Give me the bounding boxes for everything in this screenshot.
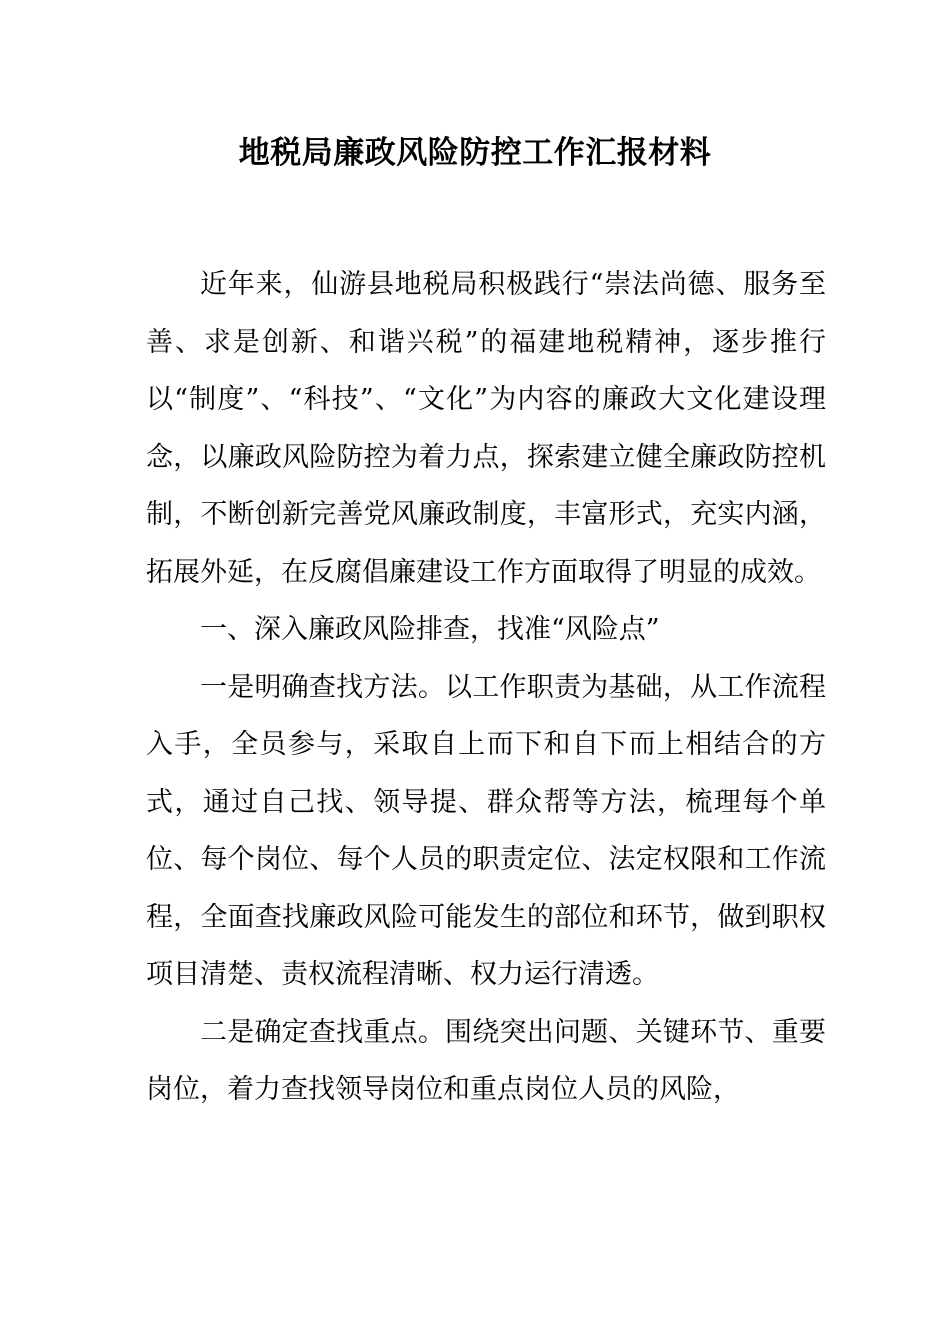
document-title: 地税局廉政风险防控工作汇报材料	[238, 135, 712, 171]
document-body	[146, 256, 826, 1119]
paragraph-focus: 二是确定查找重点。围绕突出问题、关键环节、重要岗位，着力查找领导岗位和重点岗位人员的风险，	[146, 1016, 826, 1105]
paragraph-intro: 近年来，仙游县地税局积极践行“崇法尚德、服务至善、求是创新、和谐兴税”的福建地税精神，逐步推行以“制度”、“科技”、“文化”为内容的廉政大文化建设理念，以廉政风险防控为着力点，探索建立健全廉政防控机制，不断创新完善党风廉政制度，丰富形式，充实内涵，拓展外延，在反腐倡廉建设工作方面取得了明显的成效。	[146, 269, 826, 588]
section-heading-1: 一、深入廉政风险排查，找准“风险点”	[200, 614, 660, 645]
paragraph-method: 一是明确查找方法。以工作职责为基础，从工作流程入手，全员参与，采取自上而下和自下而上相结合的方式，通过自己找、领导提、群众帮等方法，梳理每个单位、每个岗位、每个人员的职责定位、法定权限和工作流程，全面查找廉政风险可能发生的部位和环节，做到职权项目清楚、责权流程清晰、权力运行清透。	[146, 671, 826, 990]
